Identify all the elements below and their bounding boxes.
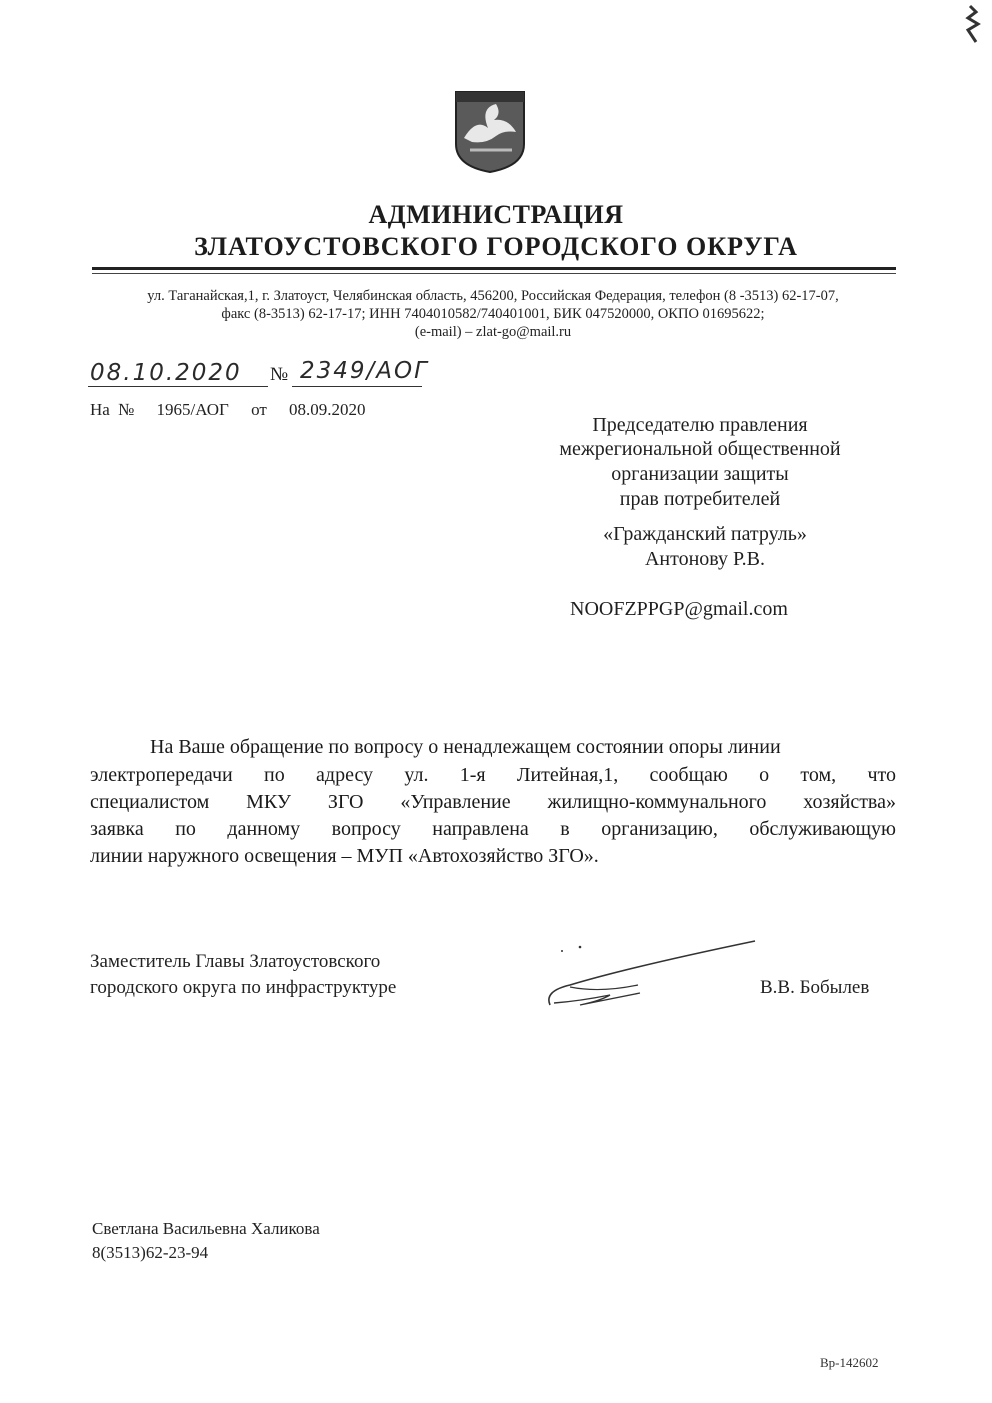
body-line-1: На Ваше обращение по вопросу о ненадлежащем состоянии опоры линии — [150, 736, 781, 758]
addressee-email: NOOFZPPGP@gmail.com — [570, 598, 788, 620]
contacts-requisites: факс (8-3513) 62-17-17; ИНН 7404010582/740401001, БИК 047520000, ОКПО 01695622; — [221, 306, 765, 322]
reference-line — [90, 400, 380, 420]
number-sign: № — [270, 364, 289, 385]
body-line-3: специалистом МКУ ЗГО «Управление жилищно-коммунального хозяйства» — [90, 791, 896, 813]
signatory-title-line-2: городского округа по инфраструктуре — [90, 977, 397, 998]
addressee-line-5: «Гражданский патруль» — [603, 523, 807, 545]
executor-name: Светлана Васильевна Халикова — [92, 1219, 320, 1238]
reference-number: 1965/АОГ — [156, 400, 229, 419]
number-underline — [292, 386, 422, 387]
signatory-name: В.В. Бобылев — [760, 977, 870, 998]
org-title-line-1: АДМИНИСТРАЦИЯ — [368, 200, 624, 229]
reference-prefix: На № — [90, 400, 135, 419]
body-line-4: заявка по данному вопросу направлена в организацию, обслуживающую — [90, 818, 896, 840]
coat-of-arms-emblem — [450, 88, 530, 174]
outgoing-date: 08.10.2020 — [90, 360, 242, 386]
addressee-line-1: Председателю правления — [592, 414, 808, 436]
contacts-email: (e-mail) – zlat-go@mail.ru — [414, 324, 572, 340]
body-line-5: линии наружного освещения – МУП «Автохозяйство ЗГО». — [90, 845, 599, 867]
header-divider-thin — [92, 273, 896, 274]
addressee-line-3: организации защиты — [611, 463, 789, 485]
reference-from: от — [251, 400, 267, 419]
document-code: Вр-142602 — [820, 1355, 879, 1370]
body-line-2: электропередачи по адресу ул. 1-я Литейная,1, сообщаю о том, что — [90, 764, 896, 786]
handwritten-signature — [540, 935, 760, 1015]
reference-date: 08.09.2020 — [289, 400, 366, 419]
addressee-line-6: Антонову Р.В. — [644, 548, 766, 570]
header-divider — [92, 267, 896, 270]
outgoing-number: 2349/АОГ — [300, 358, 429, 384]
scan-corner-mark — [962, 4, 992, 44]
addressee-line-2: межрегиональной общественной — [559, 438, 841, 460]
signatory-title-line-1: Заместитель Главы Златоустовского — [90, 951, 381, 972]
date-underline — [88, 386, 268, 387]
addressee-line-4: прав потребителей — [619, 488, 781, 510]
executor-phone: 8(3513)62-23-94 — [92, 1243, 209, 1262]
org-title-line-2: ЗЛАТОУСТОВСКОГО ГОРОДСКОГО ОКРУГА — [194, 232, 798, 261]
contacts-address: ул. Таганайская,1, г. Златоуст, Челябинская область, 456200, Российская Федерация, телефон (8 -3513) 62-17-07, — [147, 288, 839, 304]
